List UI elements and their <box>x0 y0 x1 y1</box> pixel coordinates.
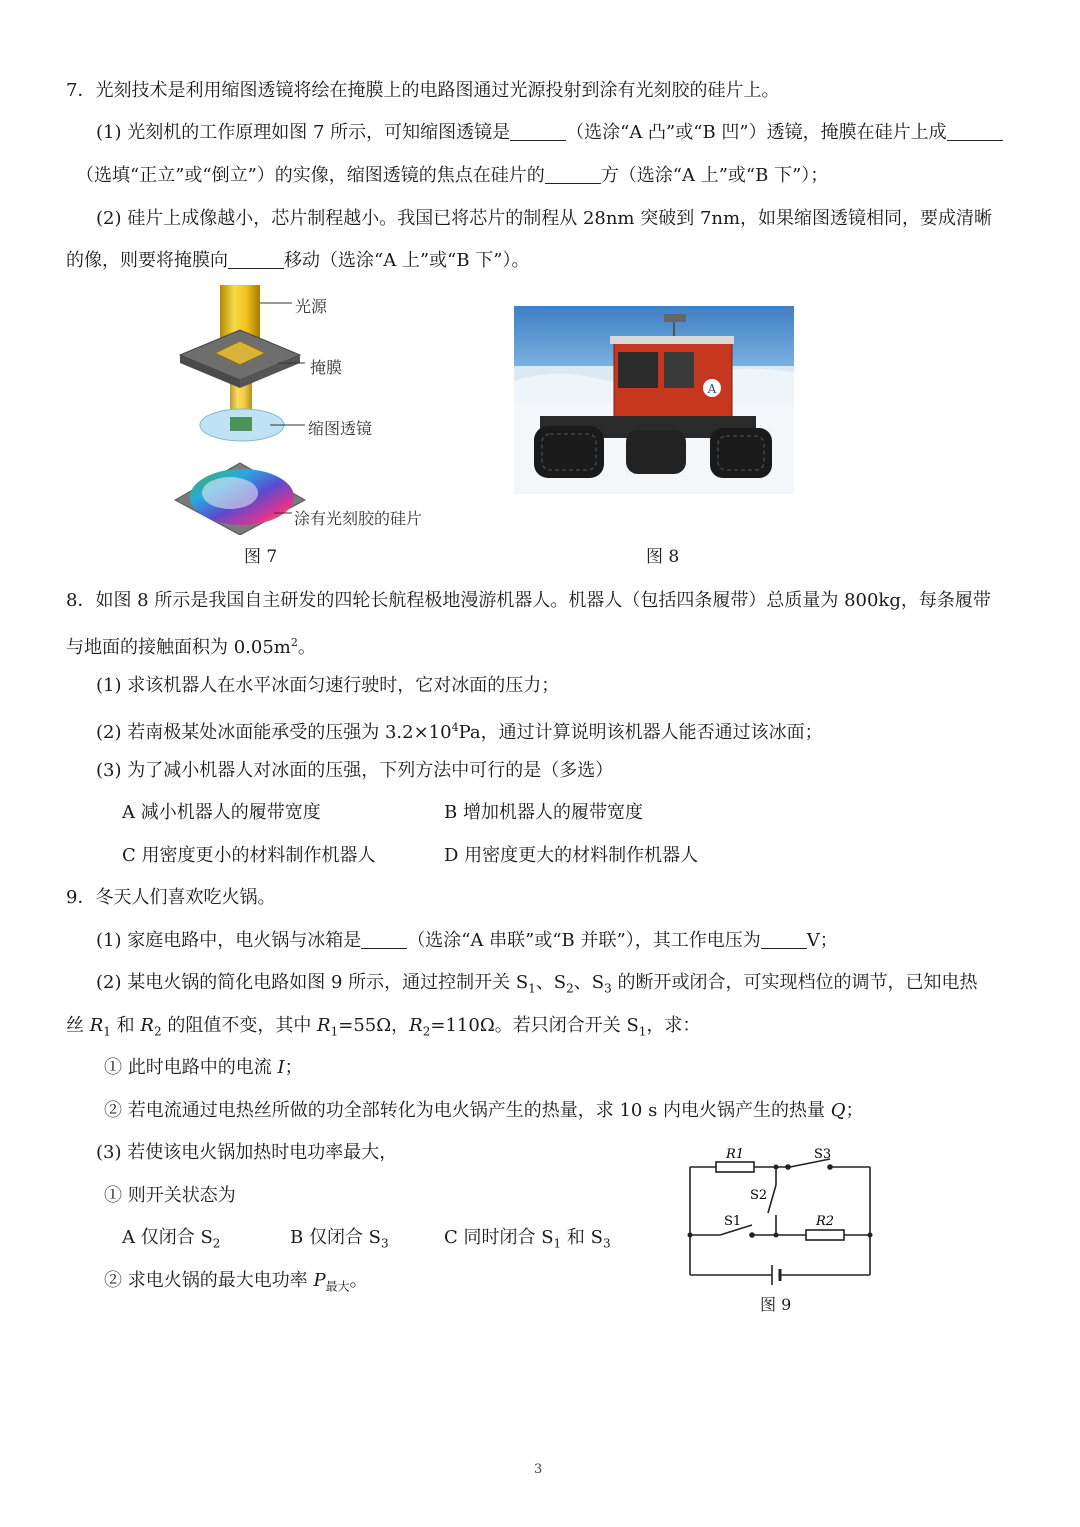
fig7-label-lens: 缩图透镜 <box>308 419 373 438</box>
q9-part3: (3) 若使该电火锅加热时电功率最大， <box>96 1142 398 1163</box>
q7-part1-text-b: （选涂“A 凸”或“B 凹”）透镜，掩膜在硅片上成 <box>566 122 947 143</box>
figure-9-caption: 图 9 <box>760 1295 792 1314</box>
q9-sub4-end: 。 <box>349 1270 368 1291</box>
q9-stem: 9．冬天人们喜欢吃火锅。 <box>66 887 276 908</box>
q9-r1-sub-b: 1 <box>330 1024 339 1039</box>
q9-sub2-text: ② 若电流通过电热丝所做的功全部转化为电火锅产生的热量，求 10 s 内电火锅产生的热量 <box>104 1100 831 1121</box>
q9-part2-text-b: 的断开或闭合，可实现档位的调节，已知电热 <box>611 972 978 993</box>
q7-part2-line1: (2) 硅片上成像越小，芯片制程越小。我国已将芯片的制程从 28nm 突破到 7nm，如果缩图透镜相同，要成清晰 <box>96 208 993 229</box>
q9-part2-sep2: 、S <box>573 972 605 993</box>
q9-r2-sub-a: 2 <box>153 1024 162 1039</box>
q9-blank-voltage[interactable] <box>761 930 807 949</box>
q8-part1: (1) 求该机器人在水平冰面匀速行驶时，它对冰面的压力； <box>96 675 560 696</box>
q9-part2-c3: 的阻值不变，其中 <box>161 1015 318 1036</box>
q8-option-a[interactable]: A 减小机器人的履带宽度 <box>122 802 321 823</box>
q9-option-a-sub: 2 <box>212 1236 221 1251</box>
q9-part2-line2 <box>66 1013 700 1045</box>
q8-pressure-exponent: 4 <box>451 721 459 734</box>
q9-option-c-text: C 同时闭合 S <box>444 1227 554 1248</box>
q8-stem-line1: 8．如图 8 所示是我国自主研发的四轮长航程极地漫游机器人。机器人（包括四条履带）总质量为 800kg，每条履带 <box>66 590 991 611</box>
q9-part1-text-b: （选涂“A 串联”或“B 并联”），其工作电压为 <box>407 930 761 951</box>
q7-stem: 7．光刻技术是利用缩图透镜将绘在掩膜上的电路图通过光源投射到涂有光刻胶的硅片上。 <box>66 80 780 101</box>
q9-option-c[interactable] <box>444 1225 611 1257</box>
q9-sub1-text: ① 此时电路中的电流 <box>104 1057 278 1078</box>
label-s2: S2 <box>750 1188 768 1203</box>
q7-blank-focus-position[interactable] <box>545 165 601 184</box>
q9-sub4 <box>104 1268 368 1300</box>
q8-part2 <box>96 715 823 746</box>
fig7-label-mask: 掩膜 <box>310 358 343 377</box>
q9-part2-line1 <box>96 970 978 1002</box>
q9-part2-c1: 丝 <box>66 1015 90 1036</box>
q8-stem-end: 。 <box>297 637 316 658</box>
q9-part2-c4: =55Ω， <box>338 1015 410 1036</box>
q7-blank-image-orientation[interactable] <box>947 122 1003 141</box>
q9-option-c-sub1: 1 <box>553 1236 562 1251</box>
q8-area-exponent: 2 <box>290 636 298 649</box>
figure-8-caption: 图 8 <box>646 547 680 567</box>
q7-part2-line2 <box>66 248 529 274</box>
q8-part2-text-b: Pa，通过计算说明该机器人能否通过该冰面； <box>458 722 823 743</box>
q9-part1-text-a: (1) 家庭电路中，电火锅与冰箱是 <box>96 930 362 951</box>
q9-blank-connection-type[interactable] <box>361 930 407 949</box>
figure-9-circuit-diagram <box>680 1145 890 1290</box>
q8-part2-text-a: (2) 若南极某处冰面能承受的压强为 3.2×10 <box>96 722 452 743</box>
q7-part1-text-c: （选填“正立”或“倒立”）的实像，缩图透镜的焦点在硅片的 <box>76 165 545 186</box>
q9-part2-sep1: 、S <box>535 972 567 993</box>
q9-part2-c6: ，求： <box>646 1015 701 1036</box>
figure-7-lithography-diagram <box>170 285 470 535</box>
q9-s1-sub: 1 <box>528 981 536 996</box>
q7-blank-mask-direction[interactable] <box>228 250 284 269</box>
q9-heat-symbol: Q <box>830 1100 846 1121</box>
q9-option-a[interactable] <box>122 1225 220 1257</box>
figure-8-polar-robot-photo <box>514 306 794 494</box>
figure-7-caption: 图 7 <box>244 547 278 567</box>
q9-r1-sub-a: 1 <box>103 1024 111 1039</box>
q9-sub4-text: ② 求电火锅的最大电功率 <box>104 1270 314 1291</box>
resistor-r1 <box>716 1162 754 1172</box>
q8-option-d[interactable]: D 用密度更大的材料制作机器人 <box>444 845 699 866</box>
q9-option-b-text: B 仅闭合 S <box>290 1227 382 1248</box>
resistor-r2 <box>806 1230 844 1240</box>
q9-sub2 <box>104 1098 864 1124</box>
q8-stem-line2 <box>66 630 316 661</box>
label-r1: R1 <box>726 1147 745 1162</box>
q8-part3: (3) 为了减小机器人对冰面的压强，下列方法中可行的是（多选） <box>96 760 614 781</box>
q9-current-symbol: I <box>277 1057 285 1078</box>
q9-r2-sub-b: 2 <box>422 1024 431 1039</box>
page-number: 3 <box>534 1462 543 1477</box>
q8-stem-text: 与地面的接触面积为 0.05m <box>66 637 291 658</box>
q9-option-b-sub: 3 <box>381 1236 389 1251</box>
q8-option-b[interactable]: B 增加机器人的履带宽度 <box>444 802 643 823</box>
q7-part1-line1 <box>96 120 1003 146</box>
q9-r-symbol-d: R <box>409 1015 423 1036</box>
q9-s2-sub: 2 <box>566 981 574 996</box>
q9-sub3: ① 则开关状态为 <box>104 1185 236 1206</box>
robot-logo-letter: A <box>707 382 717 396</box>
q9-power-sub: 最大 <box>325 1279 350 1294</box>
label-s1: S1 <box>724 1214 742 1229</box>
q9-option-c-mid: 和 S <box>561 1227 603 1248</box>
fig7-label-wafer: 涂有光刻胶的硅片 <box>294 509 423 528</box>
robot-track-front-right <box>626 430 686 474</box>
q9-option-b[interactable] <box>290 1225 389 1257</box>
q9-option-a-text: A 仅闭合 S <box>122 1227 213 1248</box>
q9-r-symbol-a: R <box>89 1015 104 1036</box>
q9-sub1-end: ； <box>284 1057 303 1078</box>
q9-part2-c5: =110Ω。若只闭合开关 S <box>430 1015 639 1036</box>
q7-part1-line2 <box>76 163 828 189</box>
q7-part2-text-b: 的像，则要将掩膜向 <box>66 250 228 271</box>
q7-part2-text-c: 移动（选涂“A 上”或“B 下”）。 <box>284 250 530 271</box>
q9-sub2-end: ； <box>845 1100 864 1121</box>
fig7-label-light: 光源 <box>295 297 328 316</box>
q8-option-c[interactable]: C 用密度更小的材料制作机器人 <box>122 845 376 866</box>
q7-blank-lens-type[interactable] <box>510 122 566 141</box>
q7-part1-text-d: 方（选涂“A 上”或“B 下”）； <box>600 165 829 186</box>
label-s3: S3 <box>814 1147 832 1162</box>
q7-part1-text-a: (1) 光刻机的工作原理如图 7 所示，可知缩图透镜是 <box>96 122 511 143</box>
q9-s3-sub: 3 <box>604 981 612 996</box>
q9-part2-c2: 和 <box>110 1015 141 1036</box>
switch-s2 <box>768 1185 776 1213</box>
q9-r-symbol-b: R <box>140 1015 154 1036</box>
q9-part1-text-c: V； <box>806 930 838 951</box>
q9-s1-sub-b: 1 <box>638 1024 647 1039</box>
q9-r-symbol-c: R <box>317 1015 331 1036</box>
label-r2: R2 <box>816 1214 835 1229</box>
q9-power-symbol: P <box>313 1270 326 1291</box>
q9-option-c-sub2: 3 <box>602 1236 611 1251</box>
q9-sub1 <box>104 1055 303 1081</box>
q9-part1 <box>96 928 838 954</box>
q9-part2-text-a: (2) 某电火锅的简化电路如图 9 所示，通过控制开关 S <box>96 972 529 993</box>
